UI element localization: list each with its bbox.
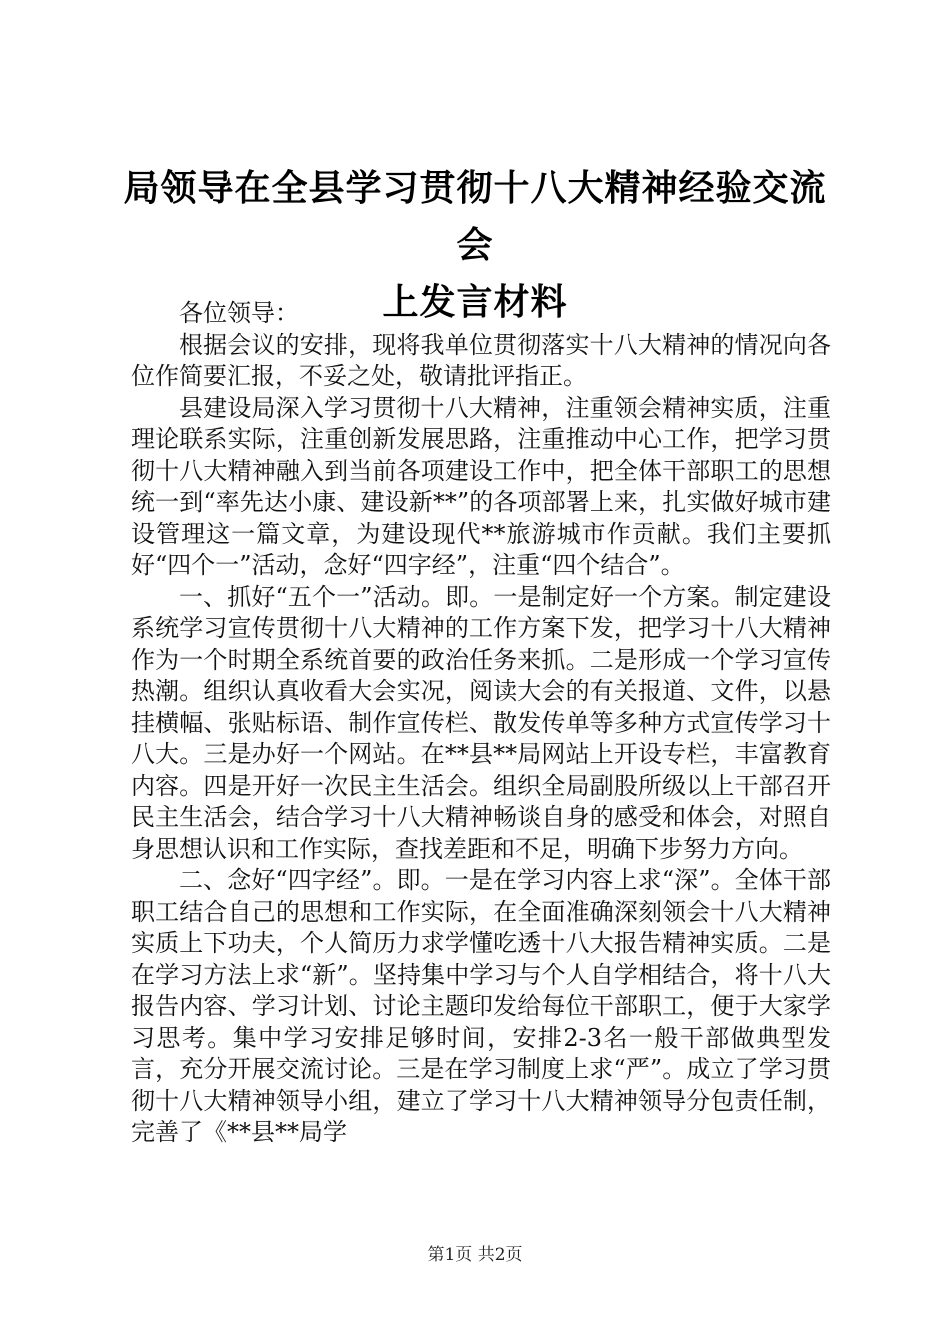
salutation: 各位领导： [179, 299, 299, 327]
document-body [131, 298, 831, 1149]
paragraph-intro: 根据会议的安排，现将我单位贯彻落实十八大精神的情况向各位作简要汇报，不妥之处，敬请批评指正。 [131, 330, 831, 390]
title-line-2: 上发言材料 [382, 281, 568, 323]
title-line-1: 局领导在全县学习贯彻十八大精神经验交流会 [123, 167, 827, 266]
paragraph-overview: 县建设局深入学习贯彻十八大精神，注重领会精神实质，注重理论联系实际，注重创新发展思路，注重推动中心工作，把学习贯彻十八大精神融入到当前各项建设工作中，把全体干部职工的思想统一到“率先达小康、建设新**”的各项部署上来，扎实做好城市建设管理这一篇文章，为建设现代**旅游城市作贡献。我们主要抓好“四个一”活动，念好“四字经”，注重“四个结合”。 [131, 393, 831, 579]
paragraph-section-1: 一、抓好“五个一”活动。即。一是制定好一个方案。制定建设系统学习宣传贯彻十八大精神的工作方案下发，把学习十八大精神作为一个时期全系统首要的政治任务来抓。二是形成一个学习宣传热潮。组织认真收看大会实况，阅读大会的有关报道、文件，以悬挂横幅、张贴标语、制作宣传栏、散发传单等多种方式宣传学习十八大。三是办好一个网站。在**县**局网站上开设专栏，丰富教育内容。四是开好一次民主生活会。组织全局副股所级以上干部召开民主生活会，结合学习十八大精神畅谈自身的感受和体会，对照自身思想认识和工作实际，查找差距和不足，明确下步努力方向。 [131, 582, 831, 863]
paragraph-section-2: 二、念好“四字经”。即。一是在学习内容上求“深”。全体干部职工结合自己的思想和工作实际，在全面准确深刻领会十八大精神实质上下功夫，个人简历力求学懂吃透十八大报告精神实质。二是在学习方法上求“新”。坚持集中学习与个人自学相结合，将十八大报告内容、学习计划、讨论主题印发给每位干部职工，便于大家学习思考。集中学习安排足够时间，安排2-3名一般干部做典型发言，充分开展交流讨论。三是在学习制度上求“严”。成立了学习贯彻十八大精神领导小组，建立了学习十八大精神领导分包责任制，完善了《**县**局学 [131, 866, 831, 1146]
page-number: 第1页 共2页 [427, 1245, 523, 1265]
